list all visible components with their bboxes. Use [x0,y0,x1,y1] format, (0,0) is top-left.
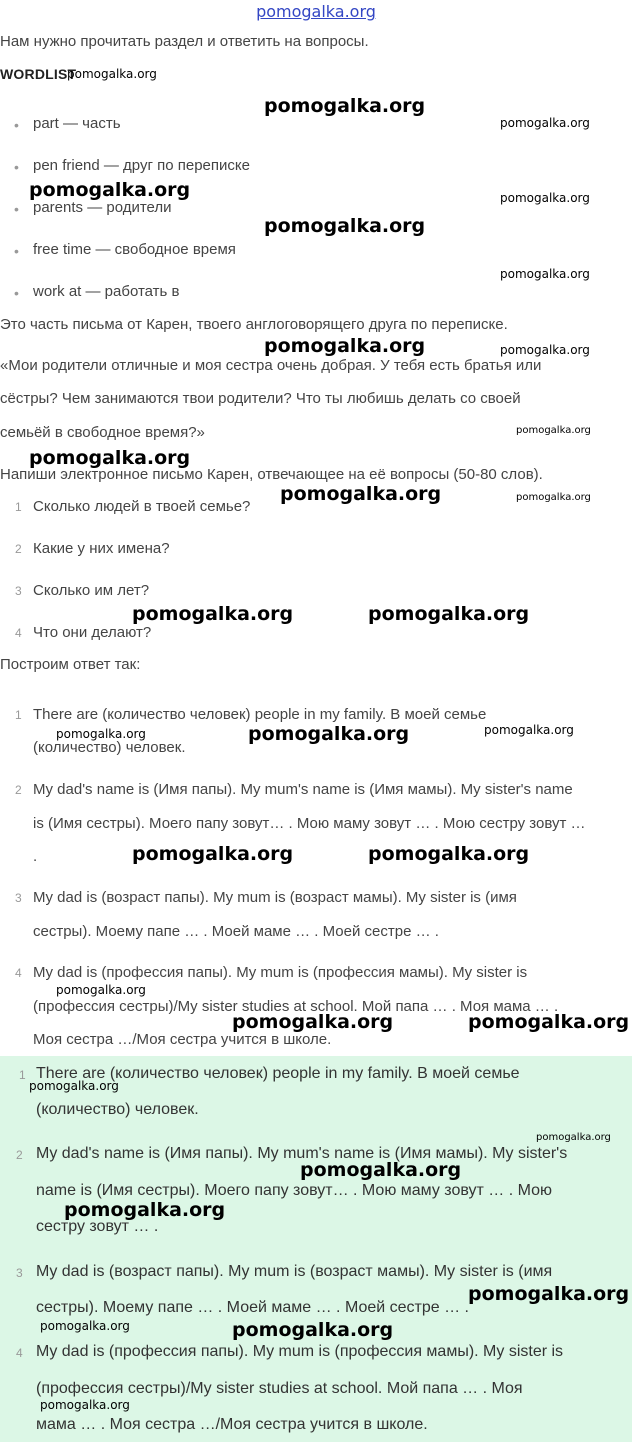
intro-text: Нам нужно прочитать раздел и ответить на вопросы. [0,33,369,50]
wordlist-item: free time — свободное время [33,241,236,258]
answer-line: name is (Имя сестры). Моего папу зовут… . Мою маму зовут … . Мою [36,1182,553,1199]
plan-line: Моя сестра …/Моя сестра учится в школе. [33,1031,332,1048]
answer-number: 4 [16,1346,23,1360]
answer-line: (профессия сестры)/My sister studies at school. Мой папа … . Моя [36,1380,523,1397]
watermark: pomogalka.org [40,1319,130,1333]
watermark: pomogalka.org [29,179,191,201]
answer-line: сестры). Моему папе … . Моей маме … . Моей сестре … . [36,1299,469,1316]
bullet-icon: • [14,243,19,259]
task-text: Напиши электронное письмо Карен, отвечающее на её вопросы (50-80 слов). [0,466,543,483]
question-number: 2 [15,542,22,556]
answer-line: сестру зовут … . [36,1218,159,1235]
wordlist-item: work at — работать в [33,283,180,300]
plan-number: 2 [15,783,22,797]
watermark: pomogalka.org [132,603,294,625]
plan-line: . [33,848,38,865]
watermark: pomogalka.org [132,843,294,865]
watermark: pomogalka.org [56,727,146,741]
watermark: pomogalka.org [56,983,146,997]
wordlist-title: WORDLIST [0,66,77,82]
plan-line: My dad's name is (Имя папы). My mum's name is (Имя мамы). My sister's name [33,781,573,798]
watermark: pomogalka.org [516,492,591,503]
plan-line: There are (количество человек) people in my family. В моей семье [33,706,487,723]
question-number: 3 [15,584,22,598]
watermark: pomogalka.org [368,603,530,625]
answer-number: 1 [19,1068,26,1082]
answer-line: My dad is (профессия папы). My mum is (профессия мамы). My sister is [36,1343,564,1360]
answer-number: 2 [16,1148,23,1162]
bullet-icon: • [14,159,19,175]
watermark: pomogalka.org [264,335,426,357]
watermark: pomogalka.org [280,483,442,505]
answer-line: My dad is (возраст папы). My mum is (возраст мамы). My sister is (имя [36,1263,553,1280]
plan-line: сестры). Моему папе … . Моей маме … . Моей сестре … . [33,923,439,940]
letter-line: семьёй в свободное время?» [0,424,205,441]
watermark: pomogalka.org [264,95,426,117]
watermark: pomogalka.org [484,723,574,737]
plan-number: 1 [15,708,22,722]
question-item: Что они делают? [33,624,152,641]
question-item: Сколько людей в твоей семье? [33,498,251,515]
plan-number: 4 [15,966,22,980]
watermark: pomogalka.org [232,1011,394,1033]
answer-line: (количество) человек. [36,1101,199,1118]
watermark: pomogalka.org [40,1398,130,1412]
watermark: pomogalka.org [500,267,590,281]
answer-line: There are (количество человек) people in my family. В моей семье [36,1065,520,1082]
watermark: pomogalka.org [67,67,157,81]
plan-line: is (Имя сестры). Моего папу зовут… . Мою маму зовут … . Мою сестру зовут … [33,815,586,832]
watermark: pomogalka.org [300,1159,462,1181]
answer-number: 3 [16,1266,23,1280]
question-item: Какие у них имена? [33,540,170,557]
watermark: pomogalka.org [368,843,530,865]
letter-line: Это часть письма от Карен, твоего англоговорящего друга по переписке. [0,316,508,333]
watermark: pomogalka.org [468,1011,630,1033]
plan-line: My dad is (профессия папы). My mum is (профессия мамы). My sister is [33,964,528,981]
answer-line: My dad's name is (Имя папы). My mum's name is (Имя мамы). My sister's [36,1145,568,1162]
bullet-icon: • [14,201,19,217]
watermark: pomogalka.org [500,191,590,205]
question-number: 4 [15,626,22,640]
wordlist-item: part — часть [33,115,121,132]
letter-line: сёстры? Чем занимаются твои родители? Что ты любишь делать со своей [0,390,521,407]
question-item: Сколько им лет? [33,582,150,599]
watermark: pomogalka.org [264,215,426,237]
watermark: pomogalka.org [64,1199,226,1221]
bullet-icon: • [14,117,19,133]
watermark: pomogalka.org [248,723,410,745]
letter-line: «Мои родители отличные и моя сестра очень добрая. У тебя есть братья или [0,357,542,374]
question-number: 1 [15,500,22,514]
watermark: pomogalka.org [500,116,590,130]
wordlist-item: pen friend — друг по переписке [33,157,250,174]
site-link[interactable]: pomogalka.org [256,2,376,21]
watermark: pomogalka.org [536,1132,611,1143]
answer-line: мама … . Моя сестра …/Моя сестра учится в школе. [36,1416,428,1433]
watermark: pomogalka.org [500,343,590,357]
bullet-icon: • [14,285,19,301]
plan-line: (количество) человек. [33,739,186,756]
plan-line: (профессия сестры)/My sister studies at school. Мой папа … . Моя мама … . [33,998,559,1015]
watermark: pomogalka.org [516,425,591,436]
plan-number: 3 [15,891,22,905]
watermark: pomogalka.org [468,1283,630,1305]
watermark: pomogalka.org [29,1079,119,1093]
plan-line: My dad is (возраст папы). My mum is (возраст мамы). My sister is (имя [33,889,517,906]
watermark: pomogalka.org [29,447,191,469]
plan-title: Построим ответ так: [0,656,141,673]
wordlist-item: parents — родители [33,199,172,216]
watermark: pomogalka.org [232,1319,394,1341]
